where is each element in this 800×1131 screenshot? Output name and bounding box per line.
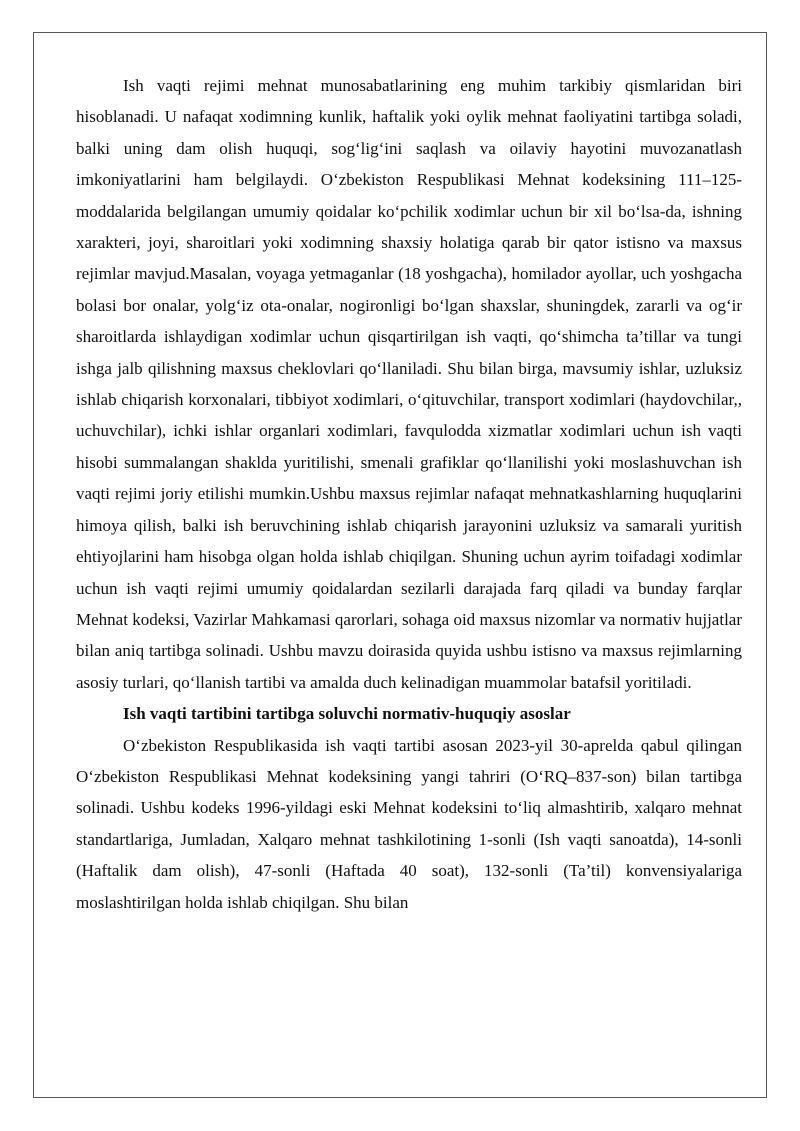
section-heading: Ish vaqti tartibini tartibga soluvchi normativ-huquqiy asoslar — [123, 704, 571, 724]
body-paragraph: O‘zbekiston Respublikasida ish vaqti tartibi asosan 2023-yil 30-aprelda qabul qilingan O‘zbekiston Respublikasi Mehnat kodeksining yangi tahriri (O‘RQ–837-son) bilan tartibga solinadi. Ushbu kodeks 1996-yildagi eski Mehnat kodeksini to‘liq almashtirib, xalqaro mehnat standartlariga, Jumladan, Xalqaro mehnat tashkilotining 1-sonli (Ish vaqti sanoatda), 14-sonli (Haftalik dam olish), 47-sonli (Haftada 40 soat), 132-sonli (Ta’til) konvensiyalariga moslashtirilgan holda ishlab chiqilgan. Shu bilan — [76, 735, 742, 912]
document-body — [76, 70, 742, 918]
body-paragraph: Ish vaqti rejimi mehnat munosabatlarining eng muhim tarkibiy qismlaridan biri hisoblanadi. U nafaqat xodimning kunlik, haftalik yoki oylik mehnat faoliyatini tartibga soladi, balki uning dam olish huquqi, sog‘lig‘ini saqlash va oilaviy hayotini muvozanatlash imkoniyatlarini ham belgilaydi. O‘zbekiston Respublikasi Mehnat kodeksining 111–125-moddalarida belgilangan umumiy qoidalar ko‘pchilik xodimlar uchun bir xil bo‘lsa-da, ishning xarakteri, joyi, sharoitlari yoki xodimning shaxsiy holatiga qarab bir qator istisno va maxsus rejimlar mavjud.Masalan, voyaga yetmaganlar (18 yoshgacha), homilador ayollar, uch yoshgacha bolasi bor onalar, yolg‘iz ota-onalar, nogironligi bo‘lgan shaxslar, shuningdek, zararli va og‘ir sharoitlarda ishlaydigan xodimlar uchun qisqartirilgan ish vaqti, qo‘shimcha ta’tillar va tungi ishga jalb qilishning maxsus cheklovlari qo‘llaniladi. Shu bilan birga, mavsumiy ishlar, uzluksiz ishlab chiqarish korxonalari, tibbiyot xodimlari, o‘qituvchilar, transport xodimlari (haydovchilar,, uchuvchilar), ichki ishlar organlari xodimlari, favqulodda xizmatlar xodimlari uchun ish vaqti hisobi summalangan shaklda yuritilishi, smenali grafiklar qo‘llanilishi yoki moslashuvchan ish vaqti rejimi joriy etilishi mumkin.Ushbu maxsus rejimlar nafaqat mehnatkashlarning huquqlarini himoya qilish, balki ish beruvchining ishlab chiqarish jarayonini uzluksiz va samarali yuritish ehtiyojlarini ham hisobga olgan holda ishlab chiqilgan. Shuning uchun ayrim toifadagi xodimlar uchun ish vaqti rejimi umumiy qoidalardan sezilarli darajada farq qiladi va bunday farqlar Mehnat kodeksi, Vazirlar Mahkamasi qarorlari, sohaga oid maxsus nizomlar va normativ hujjatlar bilan aniq tartibga solinadi. Ushbu mavzu doirasida quyida ushbu istisno va maxsus rejimlarning asosiy turlari, qo‘llanish tartibi va amalda duch kelinadigan muammolar batafsil yoritiladi. — [76, 76, 742, 692]
